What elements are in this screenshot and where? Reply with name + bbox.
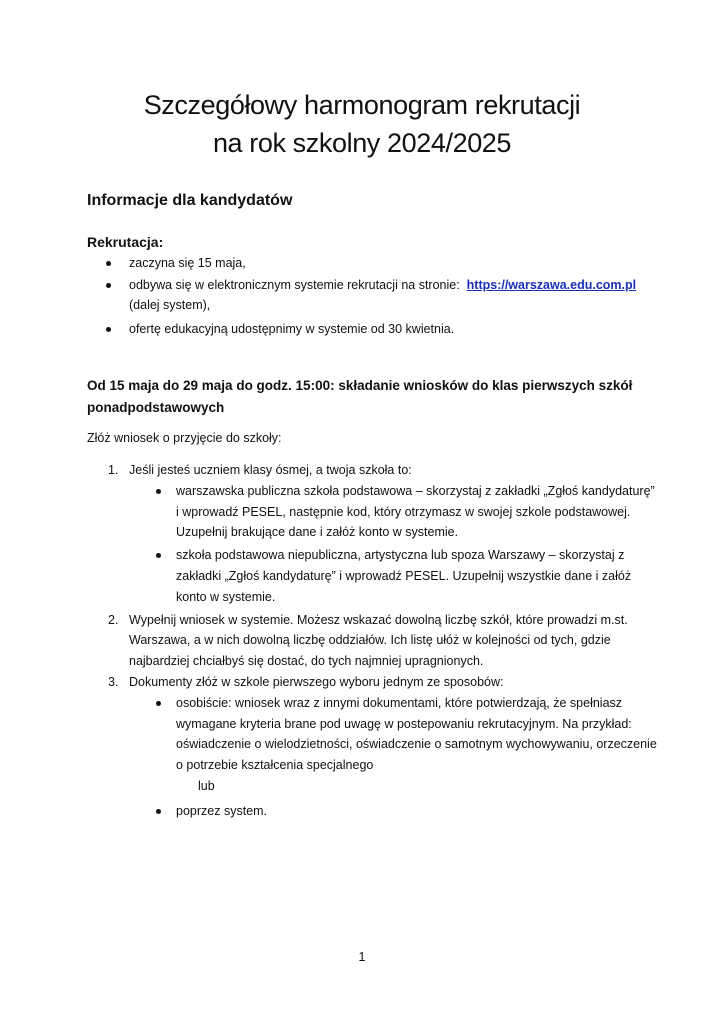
rekrutacja-label: Rekrutacja: <box>87 234 164 250</box>
bullet-text: zaczyna się 15 maja, <box>129 256 246 270</box>
bullet-icon <box>156 701 161 706</box>
item-text: Wypełnij wniosek w systemie. Możesz wskazać dowolną liczbę szkół, które prowadzi m.st. Warszawa, a w nich dowolną liczbę oddziałów. Ich listę ułóż w kolejności od tych, gdzie najbardziej chciałbyś się dostać, do tych najmniej upragnionych. <box>129 612 628 669</box>
bullet-icon <box>106 283 111 288</box>
list-item <box>149 801 660 822</box>
section-heading-deadline: Od 15 maja do 29 maja do godz. 15:00: składanie wniosków do klas pierwszych szkół ponadpodstawowych <box>87 378 633 415</box>
bullet-text: ofertę edukacyjną udostępnimy w systemie od 30 kwietnia. <box>129 321 455 336</box>
item-text: Jeśli jesteś uczniem klasy ósmej, a twoja szkoła to: <box>129 463 412 477</box>
section-heading-info: Informacje dla kandydatów <box>87 192 293 209</box>
numbered-item-3 <box>100 672 660 822</box>
numbered-item-1 <box>100 460 660 608</box>
bullet-icon <box>106 261 111 266</box>
title-line-1: Szczegółowy harmonogram rekrutacji <box>143 90 581 120</box>
page-title <box>0 86 724 162</box>
item-number: 2. <box>108 612 119 627</box>
item-number: 1. <box>108 463 119 477</box>
recruitment-system-link[interactable]: https://warszawa.edu.com.pl <box>466 277 637 292</box>
bullet-icon <box>156 809 161 814</box>
list-item <box>100 275 660 316</box>
bullet-text-continued: (dalej system), <box>129 298 211 312</box>
list-item <box>100 319 660 340</box>
list-item <box>100 253 660 274</box>
page-number: 1 <box>358 950 366 964</box>
title-line-2: na rok szkolny 2024/2025 <box>212 128 512 158</box>
bullet-text: odbywa się w elektronicznym systemie rekrutacji na stronie: <box>129 277 460 292</box>
sub-bullet-list <box>149 693 660 822</box>
bullet-text: poprzez system. <box>176 803 268 818</box>
bullet-icon <box>156 489 161 494</box>
bullet-text: szkoła podstawowa niepubliczna, artystyczna lub spoza Warszawy – skorzystaj z zakładki „Zgłoś kandydaturę” i wprowadź PESEL. Uzupełnij wszystkie dane i załóż konto w systemie. <box>176 548 632 604</box>
list-item <box>149 545 660 607</box>
bullet-text: warszawska publiczna szkoła podstawowa – skorzystaj z zakładki „Zgłoś kandydaturę” i wprowadź PESEL, następnie kod, który otrzymasz w swojej szkole podstawowej. Uzupełnij brakujące dane i załóż konto w systemie. <box>176 483 655 540</box>
numbered-list <box>100 460 660 824</box>
sub-bullet-list <box>149 481 660 608</box>
item-text: Dokumenty złóż w szkole pierwszego wyboru jednym ze sposobów: <box>129 674 504 689</box>
item-number: 3. <box>108 674 119 689</box>
connector-text: lub <box>198 778 215 793</box>
bullet-icon <box>156 553 161 558</box>
numbered-item-2 <box>100 610 660 672</box>
intro-text: Złóż wniosek o przyjęcie do szkoły: <box>87 431 282 445</box>
bullet-text: osobiście: wniosek wraz z innymi dokumentami, które potwierdzają, że spełniasz wymagane kryteria brane pod uwagę w postepowaniu rekrutacyjnym. Na przykład: oświadczenie o wielodzietności, oświadczenie o samotnym wychowywaniu, orzeczenie o potrzebie kształcenia specjalnego <box>176 695 657 773</box>
list-item <box>149 693 660 797</box>
rekrutacja-bullet-list <box>100 253 660 340</box>
bullet-icon <box>106 327 111 332</box>
list-item <box>149 481 660 543</box>
